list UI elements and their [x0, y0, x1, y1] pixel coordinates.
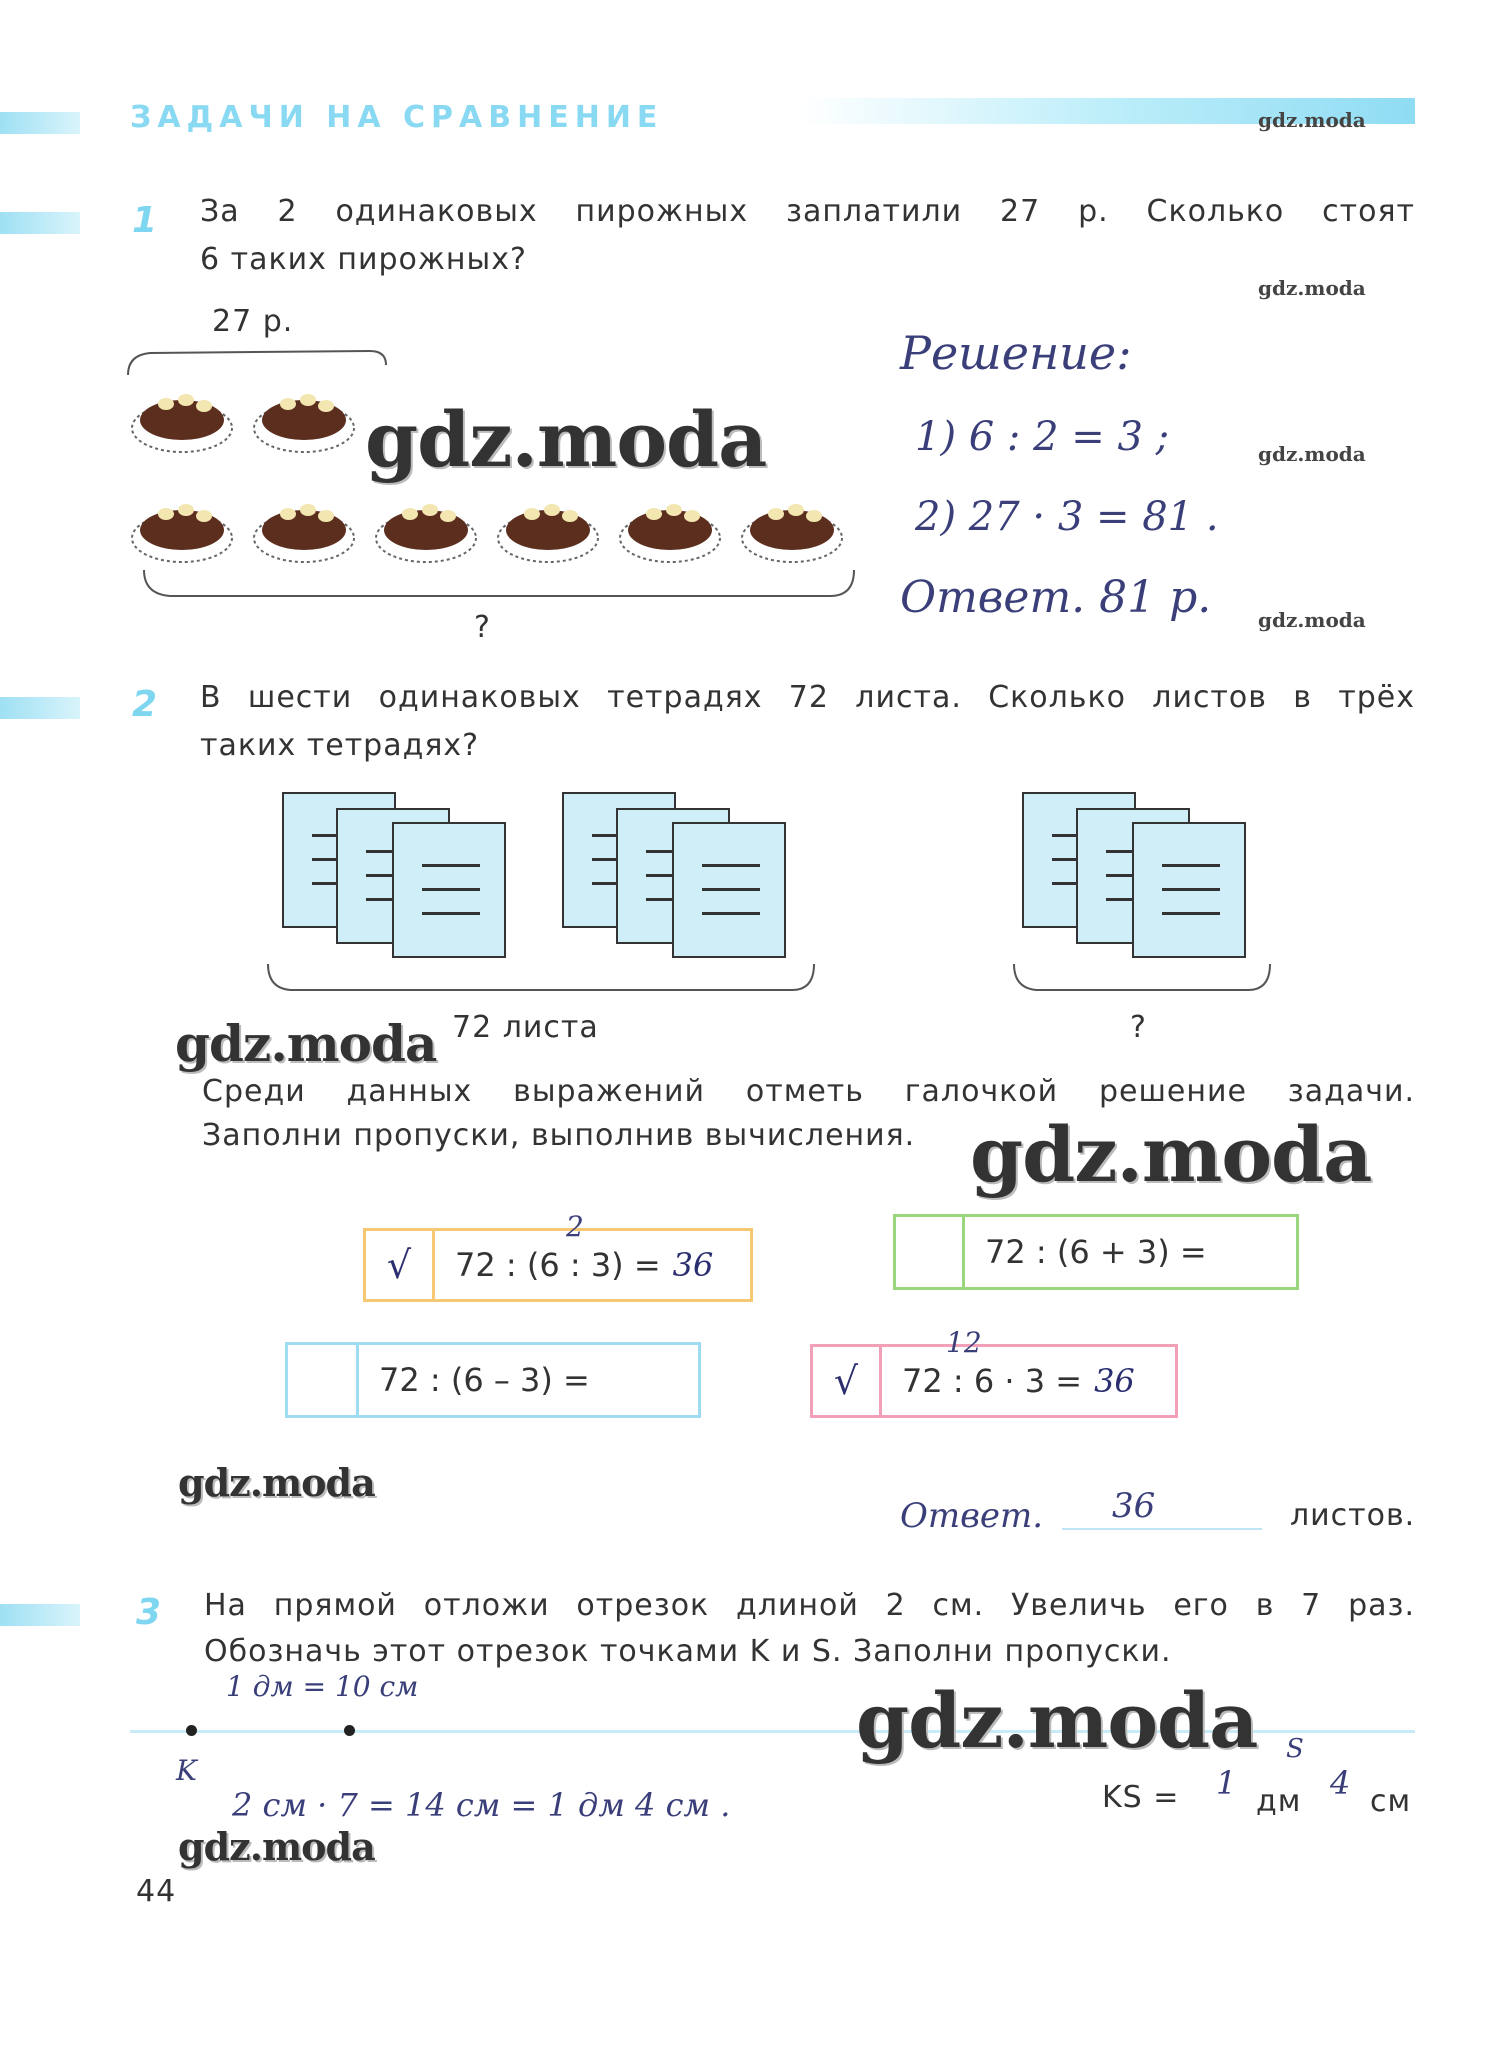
cake-icon	[496, 490, 600, 566]
point-k-label: K	[176, 1754, 197, 1787]
checkbox[interactable]: √	[366, 1231, 435, 1299]
point-s-label: S	[1286, 1734, 1304, 1764]
task-text: За 2 одинаковых пирожных заплатили 27 р. Сколько стоят	[200, 194, 1415, 229]
instruction-text: Заполни пропуски, выполнив вычисления.	[202, 1118, 916, 1153]
answer-line	[1062, 1528, 1262, 1530]
expression: 72 : 6 · 3 =	[902, 1362, 1083, 1400]
ks-cm-value[interactable]: 4	[1330, 1764, 1351, 1802]
task-text: На прямой отложи отрезок длиной 2 см. Увеличь его в 7 раз.	[204, 1588, 1415, 1623]
question-mark: ?	[474, 610, 491, 645]
checkbox[interactable]	[288, 1345, 359, 1415]
watermark: gdz.moda	[1258, 276, 1366, 300]
solution-title: Решение:	[900, 326, 1132, 380]
cake-icon	[130, 380, 234, 456]
cm-unit: см	[1370, 1784, 1412, 1819]
brace-bottom	[262, 960, 822, 1000]
expression: 72 : (6 + 3) =	[985, 1233, 1207, 1271]
cake-icon	[252, 380, 356, 456]
intermediate-note: 12	[946, 1326, 982, 1359]
solution-answer: Ответ. 81 р.	[900, 572, 1212, 623]
cake-icon	[374, 490, 478, 566]
watermark: gdz.moda	[970, 1110, 1372, 1199]
task-number: 2	[132, 684, 158, 725]
ks-dm-value[interactable]: 1	[1216, 1764, 1237, 1802]
section-title: ЗАДАЧИ НА СРАВНЕНИЕ	[130, 100, 664, 135]
expression: 72 : (6 – 3) =	[379, 1361, 590, 1399]
task-bar	[0, 1604, 80, 1626]
cake-icon	[130, 490, 234, 566]
brace-bottom	[140, 566, 860, 606]
expression: 72 : (6 : 3) =	[455, 1246, 661, 1284]
task-number: 1	[132, 200, 158, 241]
intermediate-note: 2	[566, 1210, 584, 1243]
watermark: gdz.moda	[1258, 108, 1366, 132]
watermark: gdz.moda	[365, 395, 767, 484]
dm-unit: дм	[1256, 1784, 1302, 1819]
solution-step-1: 1) 6 : 2 = 3 ;	[915, 414, 1170, 460]
expression-answer[interactable]: 36	[672, 1246, 714, 1284]
price-label: 27 р.	[212, 304, 294, 339]
task-text: таких тетрадях?	[200, 728, 480, 763]
point[interactable]	[344, 1725, 355, 1736]
answer-prefix: Ответ.	[900, 1496, 1044, 1536]
watermark: gdz.moda	[178, 1824, 375, 1869]
sheets-label: 72 листа	[452, 1010, 599, 1045]
brace-top	[120, 345, 400, 385]
task-text: 6 таких пирожных?	[200, 242, 527, 277]
solution-step-2: 2) 27 · 3 = 81 .	[915, 494, 1219, 540]
expression-option-2[interactable]	[893, 1214, 1299, 1290]
point-k[interactable]	[186, 1725, 197, 1736]
expression-option-4[interactable]	[810, 1344, 1178, 1418]
task-bar	[0, 212, 80, 234]
task-number: 3	[136, 1592, 162, 1633]
task-bar	[0, 697, 80, 719]
task-text: Обозначь этот отрезок точками K и S. Заполни пропуски.	[204, 1634, 1172, 1669]
notebook-icon	[392, 822, 506, 958]
conversion-note: 1 дм = 10 см	[226, 1670, 419, 1703]
page-number: 44	[136, 1874, 177, 1909]
expression-option-3[interactable]	[285, 1342, 701, 1418]
calculation: 2 см · 7 = 14 см = 1 дм 4 см .	[232, 1786, 731, 1824]
watermark: gdz.moda	[178, 1460, 375, 1505]
cake-icon	[740, 490, 844, 566]
notebook-icon	[672, 822, 786, 958]
answer-suffix: листов.	[1290, 1498, 1416, 1533]
expression-answer[interactable]: 36	[1094, 1362, 1135, 1400]
watermark: gdz.moda	[1258, 442, 1366, 466]
brace-bottom	[1008, 960, 1278, 1000]
instruction-text: Среди данных выражений отметь галочкой решение задачи.	[202, 1074, 1415, 1109]
watermark: gdz.moda	[175, 1014, 437, 1073]
checkbox[interactable]	[896, 1217, 965, 1287]
expression-option-1[interactable]	[363, 1228, 753, 1302]
watermark: gdz.moda	[1258, 608, 1366, 632]
answer-value[interactable]: 36	[1112, 1486, 1156, 1526]
checkbox[interactable]: √	[813, 1347, 882, 1415]
header-bar-left	[0, 112, 80, 134]
watermark: gdz.moda	[856, 1676, 1258, 1765]
cake-icon	[252, 490, 356, 566]
question-mark: ?	[1130, 1010, 1147, 1045]
task-text: В шести одинаковых тетрадях 72 листа. Сколько листов в трёх	[200, 680, 1415, 715]
notebook-icon	[1132, 822, 1246, 958]
ks-prefix: KS =	[1102, 1780, 1180, 1815]
cake-icon	[618, 490, 722, 566]
